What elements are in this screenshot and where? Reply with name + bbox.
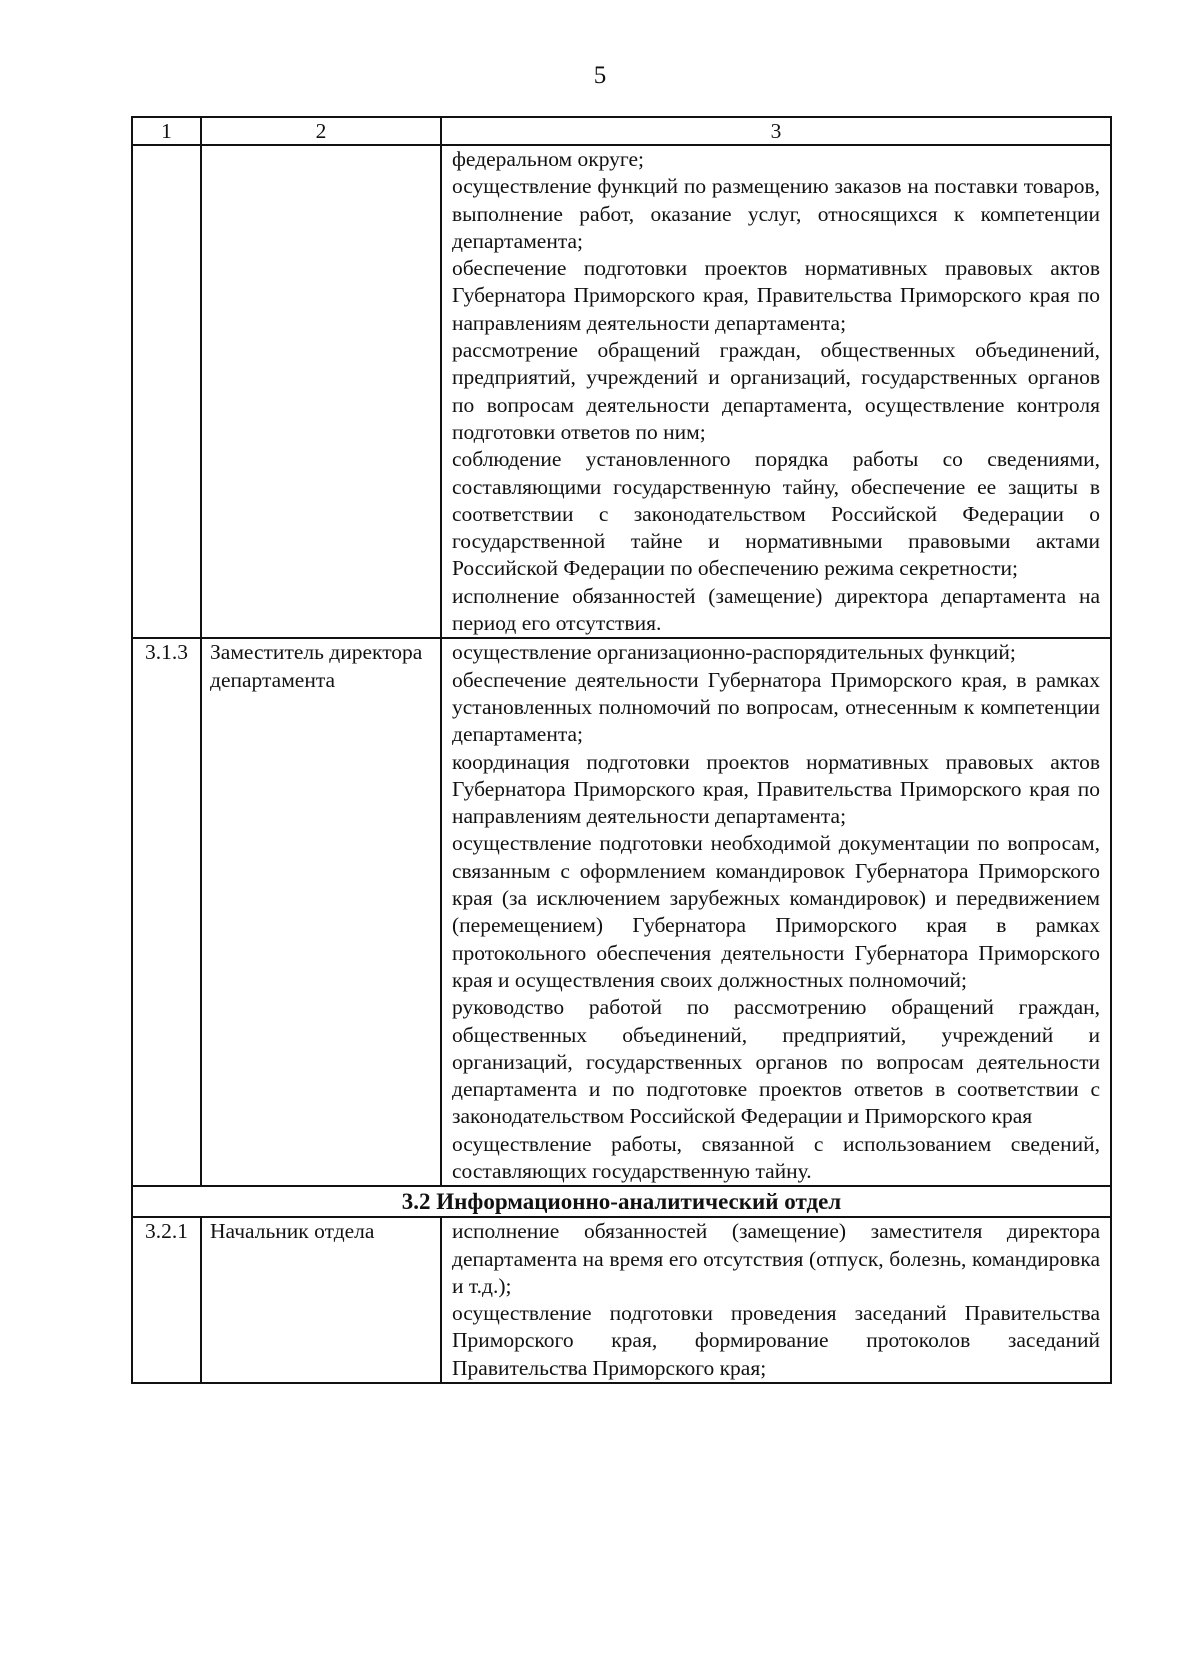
duties-cell: [441, 1217, 1111, 1383]
table-row: [132, 145, 1111, 638]
duty-item: соблюдение установленного порядка работы со сведениями, составляющими государственную тайну, обеспечение ее защиты в соответствии с законодательством Российской Федерации о государственной тайне и нормативными правовыми актами Российской Федерации по обеспечению режима секретности;: [452, 447, 1100, 581]
duty-item: осуществление организационно-распорядительных функций;: [452, 640, 1016, 665]
row-number: 3.2.1: [132, 1217, 201, 1383]
position-title: Начальник отдела: [201, 1217, 441, 1383]
section-heading-row: [132, 1186, 1111, 1217]
duties-cell: [441, 638, 1111, 1186]
duties-table: [131, 116, 1112, 1384]
position-title: [201, 145, 441, 638]
header-col-2: 2: [201, 117, 441, 145]
section-heading: 3.2 Информационно-аналитический отдел: [132, 1186, 1111, 1217]
row-number: 3.1.3: [132, 638, 201, 1186]
duty-item: осуществление подготовки необходимой документации по вопросам, связанным с оформлением командировок Губернатора Приморского края (за исключением зарубежных командировок) и передвижением (перемещением) Губернатора Приморского края в рамках протокольного обеспечения деятельности Губернатора Приморского края и осуществления своих должностных полномочий;: [452, 831, 1100, 992]
duties-cell: [441, 145, 1111, 638]
duty-item: исполнение обязанностей (замещение) директора департамента на период его отсутствия.: [452, 583, 1100, 636]
duty-item: осуществление подготовки проведения заседаний Правительства Приморского края, формирование протоколов заседаний Правительства Приморского края;: [452, 1301, 1100, 1380]
duty-item: осуществление функций по размещению заказов на поставки товаров, выполнение работ, оказание услуг, относящихся к компетенции департамента;: [452, 174, 1100, 253]
duty-item: федеральном округе;: [452, 147, 644, 171]
duty-item: координация подготовки проектов нормативных правовых актов Губернатора Приморского края, Правительства Приморского края по направлениям деятельности департамента;: [452, 749, 1100, 829]
header-col-1: 1: [132, 117, 201, 145]
duty-item: исполнение обязанностей (замещение) заместителя директора департамента на время его отсутствия (отпуск, болезнь, командировка и т.д.);: [452, 1219, 1100, 1298]
duty-item: руководство работой по рассмотрению обращений граждан, общественных объединений, предприятий, учреждений и организаций, государственных органов по вопросам деятельности департамента и по подготовке проектов ответов в соответствии с законодательством Российской Федерации и Приморского края: [452, 995, 1100, 1129]
page-number: 5: [593, 62, 607, 89]
table-header-row: [132, 117, 1111, 145]
duty-item: обеспечение деятельности Губернатора Приморского края, в рамках установленных полномочий по вопросам, отнесенным к компетенции департамента;: [452, 667, 1100, 747]
row-number: [132, 145, 201, 638]
duty-item: рассмотрение обращений граждан, общественных объединений, предприятий, учреждений и организаций, государственных органов по вопросам деятельности департамента, осуществление контроля подготовки ответов по ним;: [452, 338, 1100, 444]
header-col-3: 3: [441, 117, 1111, 145]
table-row: [132, 638, 1111, 1186]
table-row: [132, 1217, 1111, 1383]
duty-item: осуществление работы, связанной с использованием сведений, составляющих государственную тайну.: [452, 1131, 1100, 1183]
duty-item: обеспечение подготовки проектов нормативных правовых актов Губернатора Приморского края, Правительства Приморского края по направлениям деятельности департамента;: [452, 256, 1100, 335]
position-title: Заместитель директора департамента: [201, 638, 441, 1186]
